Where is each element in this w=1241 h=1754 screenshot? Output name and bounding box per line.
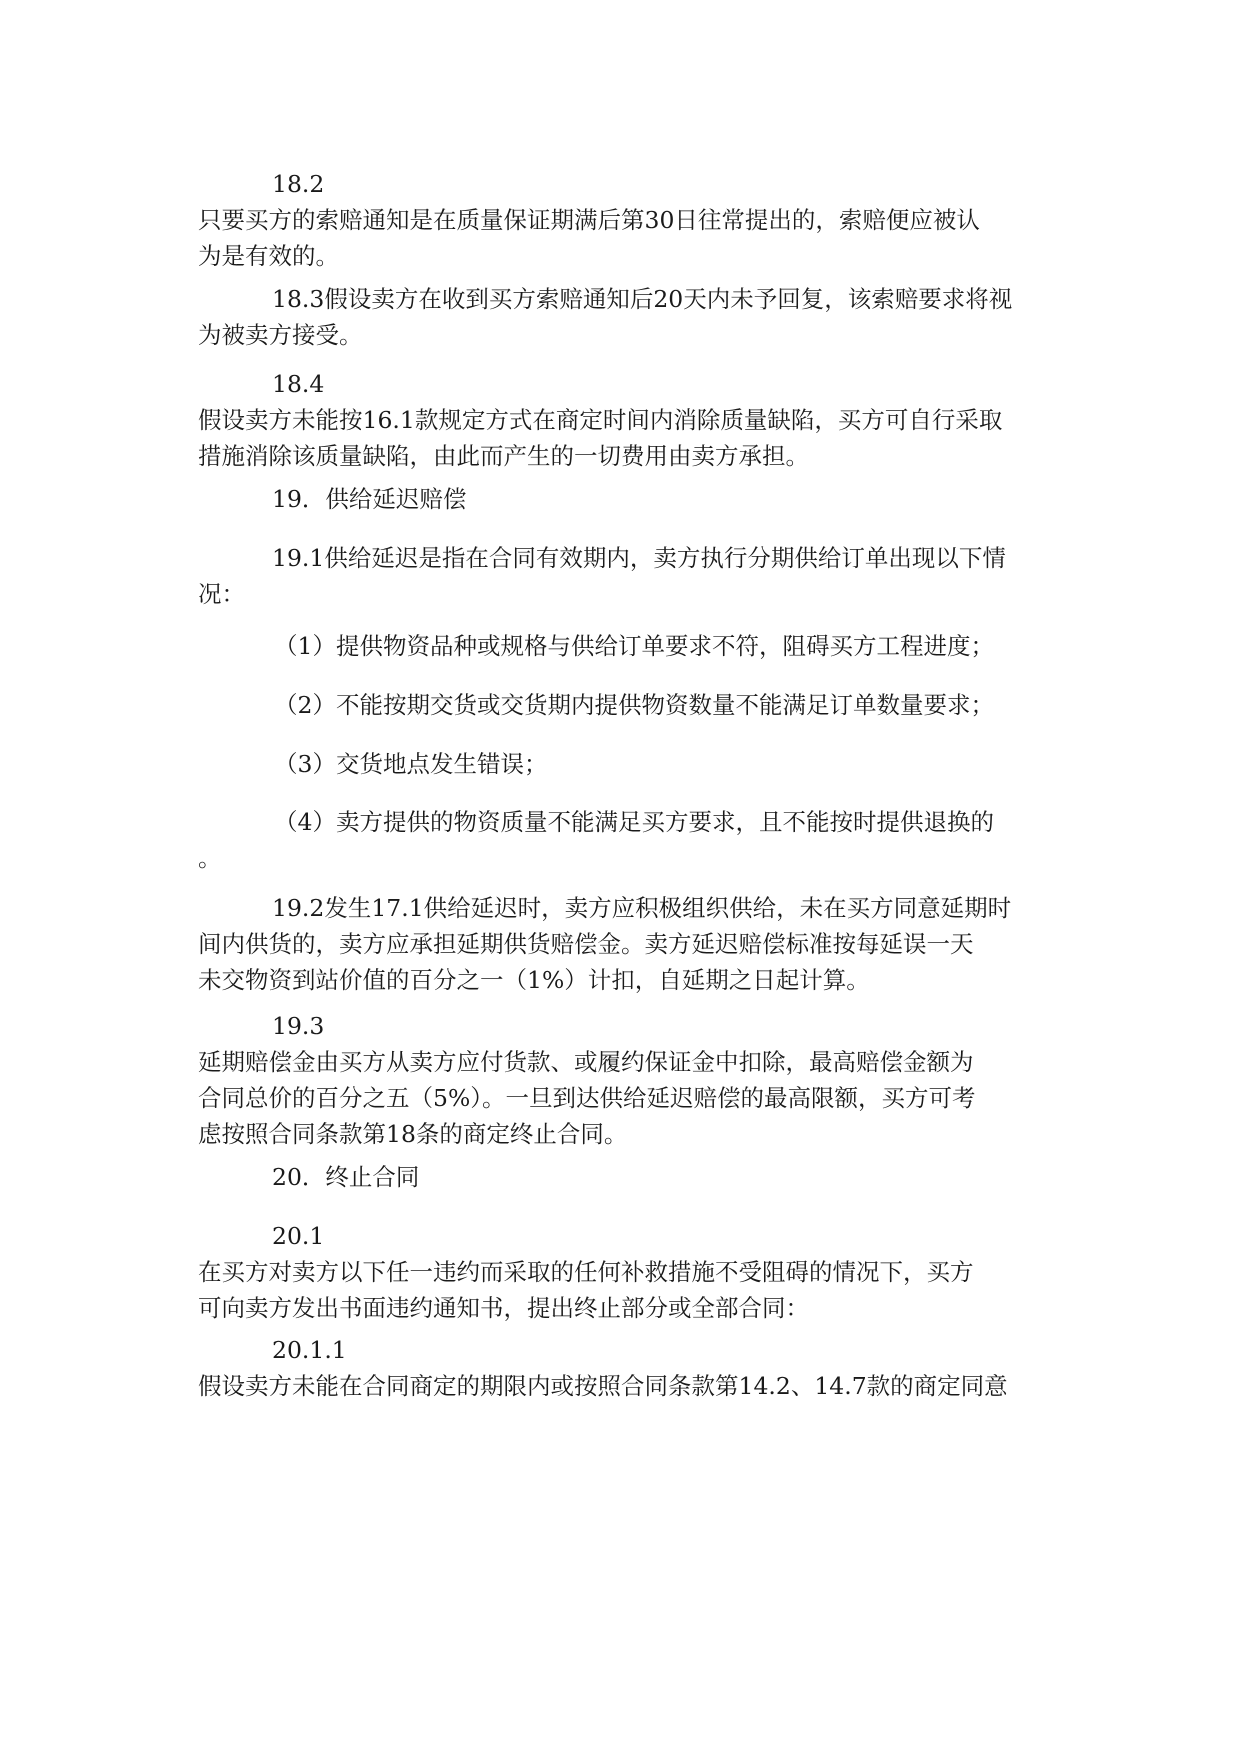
list-item-text: （4）卖方提供的物资质量不能满足买方要求，且不能按时提供退换的 xyxy=(274,808,994,836)
paragraph-line: 虑按照合同条款第18条的商定终止合同。 xyxy=(198,1120,628,1148)
list-item-text: （1）提供物资品种或规格与供给订单要求不符，阻碍买方工程进度； xyxy=(274,632,994,660)
paragraph-line: 18.3假设卖方在收到买方索赔通知后20天内未予回复，该索赔要求将视 xyxy=(272,285,1013,313)
paragraph-18-3 xyxy=(198,281,1058,353)
paragraph-19-1 xyxy=(198,540,1058,612)
paragraph-19-2 xyxy=(198,890,1058,998)
paragraph-line: 况： xyxy=(198,580,245,608)
paragraph-line: 未交物资到站价值的百分之一（1%）计扣，自延期之日起计算。 xyxy=(198,966,870,994)
section-heading: 19．供给延迟赔偿 xyxy=(272,485,467,513)
clause-number: 20.1 xyxy=(272,1222,325,1250)
list-item-text: 。 xyxy=(198,844,222,872)
paragraph-line: 合同总价的百分之五（5%）。一旦到达供给延迟赔偿的最高限额，买方可考 xyxy=(198,1084,976,1112)
clause-number: 18.2 xyxy=(272,170,325,198)
list-item-text: （2）不能按期交货或交货期内提供物资数量不能满足订单数量要求； xyxy=(274,691,994,719)
clause-number: 19.3 xyxy=(272,1012,325,1040)
clause-number: 18.4 xyxy=(272,370,325,398)
paragraph-line: 在买方对卖方以下任一违约而采取的任何补救措施不受阻碍的情况下，买方 xyxy=(198,1258,974,1286)
paragraph-line: 为是有效的。 xyxy=(198,242,339,270)
list-item-3 xyxy=(198,746,1058,782)
clause-number: 20.1.1 xyxy=(272,1336,347,1364)
section-heading-20 xyxy=(198,1159,1058,1195)
paragraph-line: 只要买方的索赔通知是在质量保证期满后第30日往常提出的，索赔便应被认 xyxy=(198,206,980,234)
paragraph-line: 19.2发生17.1供给延迟时，卖方应积极组织供给，未在买方同意延期时 xyxy=(272,894,1012,922)
paragraph-line: 措施消除该质量缺陷，由此而产生的一切费用由卖方承担。 xyxy=(198,442,809,470)
paragraph-18-2 xyxy=(198,166,1058,274)
paragraph-line: 可向卖方发出书面违约通知书，提出终止部分或全部合同： xyxy=(198,1294,809,1322)
list-item-text: （3）交货地点发生错误； xyxy=(274,750,548,778)
paragraph-20-1 xyxy=(198,1218,1058,1326)
paragraph-19-3 xyxy=(198,1008,1058,1152)
paragraph-line: 假设卖方未能在合同商定的期限内或按照合同条款第14.2、14.7款的商定同意 xyxy=(198,1372,1008,1400)
paragraph-line: 为被卖方接受。 xyxy=(198,321,363,349)
paragraph-20-1-1 xyxy=(198,1332,1058,1404)
paragraph-line: 19.1供给延迟是指在合同有效期内，卖方执行分期供给订单出现以下情 xyxy=(272,544,1006,572)
list-item-1 xyxy=(198,628,1058,664)
paragraph-18-4 xyxy=(198,366,1058,474)
list-item-2 xyxy=(198,687,1058,723)
section-heading: 20．终止合同 xyxy=(272,1163,420,1191)
list-item-4 xyxy=(198,804,1058,876)
paragraph-line: 延期赔偿金由买方从卖方应付货款、或履约保证金中扣除，最高赔偿金额为 xyxy=(198,1048,974,1076)
section-heading-19 xyxy=(198,481,1058,517)
paragraph-line: 间内供货的，卖方应承担延期供货赔偿金。卖方延迟赔偿标准按每延误一天 xyxy=(198,930,974,958)
paragraph-line: 假设卖方未能按16.1款规定方式在商定时间内消除质量缺陷，买方可自行采取 xyxy=(198,406,1003,434)
